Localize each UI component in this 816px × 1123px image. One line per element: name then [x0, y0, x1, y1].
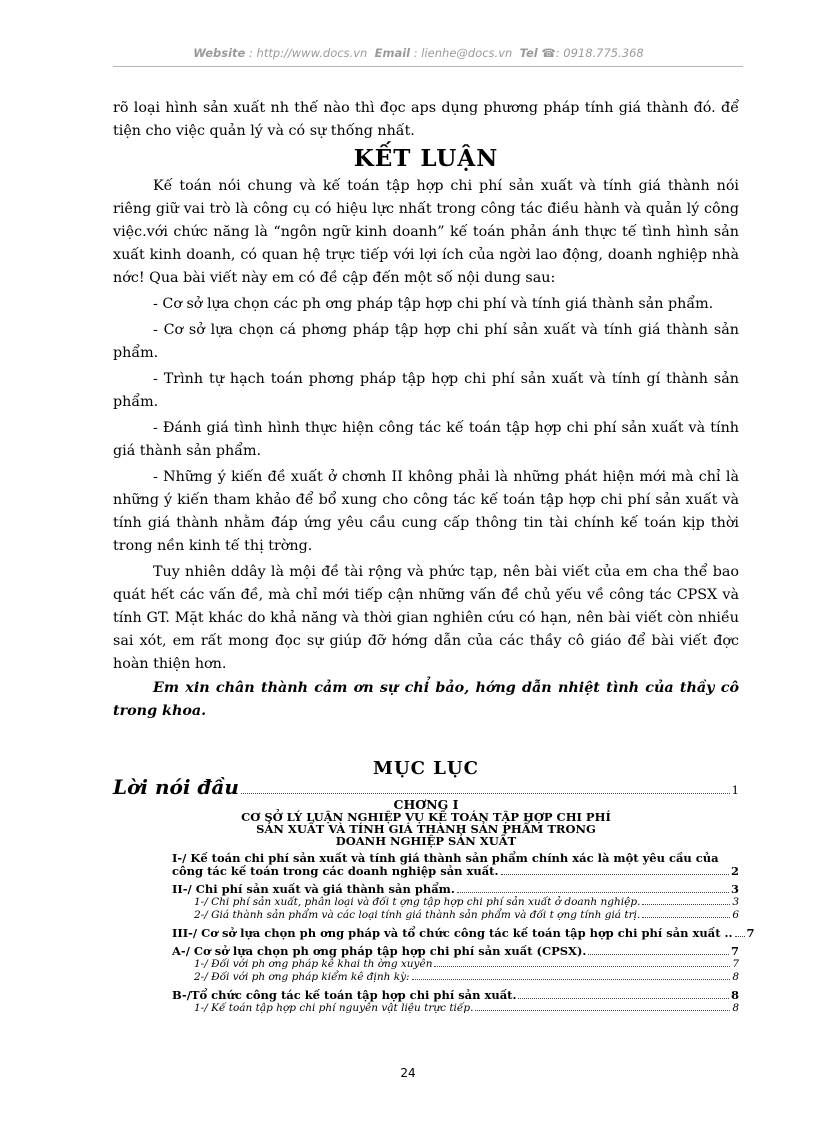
toc-entry-label: 1-/ Kế toán tập hợp chi phí nguyên vật liệu trực tiếp. [194, 1002, 474, 1014]
toc-entry-page: 7 [746, 926, 755, 940]
tel-label: Tel [519, 46, 538, 60]
leader-dots [241, 793, 730, 794]
chapter-heading [113, 799, 739, 847]
toc-entry-page: 3 [732, 896, 739, 908]
toc-title: MỤC LỤC [373, 758, 479, 779]
toc-entry-page: 2 [730, 864, 739, 878]
section-title: KẾT LUẬN [353, 145, 499, 172]
tel-value: : 0918.775.368 [555, 46, 644, 60]
toc-entry-label: B-/Tổ chức công tác kế toán tập hợp chi phí sản xuất. [172, 988, 517, 1002]
toc-entry-page: 1 [731, 783, 739, 797]
chapter-number: CHƠNG I [393, 797, 459, 812]
chapter-title-line: DOANH NGHIỆP SẢN XUẤT [335, 834, 517, 848]
chapter-title-line: CƠ SỞ LÝ LUẬN NGHIỆP VỤ KẾ TOÁN TẬP HỢP CHI PHÍ [241, 810, 611, 824]
bullet-item: - Cơ sở lựa chọn cá phơng pháp tập hợp chi phí sản xuất và tính giá thành sản phẩm. [113, 322, 739, 361]
conclusion-paragraph-1: Kế toán nói chung và kế toán tập hợp chi phí sản xuất và tính giá thành nói riêng giữ vai trò là công cụ có hiệu lực nhất trong công tác điều hành và quản lý công việc.với chức năng là “ngôn ngữ kinh doanh” kế toán phản ánh thực tế tình hình sản xuất kinh doanh, có quan hệ trực tiếp với lợi ích của ngời lao động, doanh nghiệp nhà nớc! Qua bài viết này em có đề cập đến một số nội dung sau: [113, 178, 739, 286]
bullet-item: - Trình tự hạch toán phơng pháp tập hợp chi phí sản xuất và tính gí thành sản phẩm. [113, 371, 739, 410]
toc-entry-label: III-/ Cơ sở lựa chọn ph ơng pháp và tổ chức công tác kế toán tập hợp chi phí sản xuất .. [172, 926, 733, 940]
toc-entry-page: 7 [730, 944, 739, 958]
toc-entry-page: 7 [732, 958, 739, 970]
website-value: : http://www.docs.vn [249, 46, 368, 60]
toc-entry-label: 2-/ Đối với ph ơng pháp kiểm kê định kỳ: [194, 971, 410, 983]
leader-dots [475, 1010, 730, 1011]
leader-dots [642, 917, 730, 918]
toc-entry-label: 2-/ Giá thành sản phẩm và các loại tính giá thành sản phẩm và đối t ợng tính giá trị. [194, 909, 641, 921]
toc-entry-page: 8 [732, 971, 739, 983]
toc-entry-page: 3 [730, 882, 739, 896]
intro-paragraph: rõ loại hình sản xuất nh thế nào thì đọc aps dụng phương pháp tính giá thành đó. để tiện cho việc quản lý và có sự thống nhất. [113, 100, 739, 139]
toc-entry-label: công tác kế toán trong các doanh nghiệp sản xuất. [172, 864, 499, 878]
toc-entry[interactable] [113, 989, 739, 1002]
toc-entry[interactable] [113, 852, 739, 878]
toc-entry[interactable] [113, 775, 739, 799]
chapter-title-line: SẢN XUẤT VÀ TÍNH GIÁ THÀNH SẢN PHẨM TRONG [256, 822, 596, 836]
page-header [96, 46, 741, 60]
closing-thanks: Em xin chân thành cảm ơn sự chỉ bảo, hớng dẫn nhiệt tình của thầy cô trong khoa. [113, 680, 739, 719]
toc-entry-label: 1-/ Chi phí sản xuất, phân loại và đối t ợng tập hợp chi phí sản xuất ở doanh nghiệp. [194, 896, 641, 908]
toc-entry-label: Lời nói đầu [113, 775, 239, 799]
toc-entry-page: 8 [730, 988, 739, 1002]
toc-entry-page: 6 [732, 909, 739, 921]
phone-icon: ☎ [541, 46, 556, 60]
toc-entry[interactable] [113, 945, 739, 958]
email-value: : lienhe@docs.vn [413, 46, 513, 60]
leader-dots [588, 954, 729, 955]
leader-dots [434, 966, 730, 967]
leader-dots [501, 874, 729, 875]
leader-dots [412, 979, 731, 980]
toc-entry-page: 8 [732, 1002, 739, 1014]
conclusion-paragraph-2: Tuy nhiên ddây là mội đề tài rộng và phức tạp, nên bài viết của em cha thể bao quát hết các vấn đề, mà chỉ mới tiếp cận những vấn đề chủ yếu về công tác CPSX và tính GT. Mặt khác do khả năng và thời gian nghiên cứu có hạn, nên bài viết còn nhiều sai xót, em rất mong đọc sự giúp đỡ hớng dẫn của các thầy cô giáo để bài viết đợc hoàn thiện hơn. [113, 564, 739, 672]
toc-entry[interactable] [113, 971, 739, 984]
leader-dots [642, 904, 730, 905]
toc-entry[interactable] [113, 1002, 739, 1015]
page-content [113, 97, 755, 1015]
leader-dots [735, 936, 745, 937]
header-divider [113, 66, 743, 67]
toc-entry[interactable] [113, 926, 755, 940]
toc-entry[interactable] [113, 896, 739, 909]
page-number: 24 [400, 1066, 416, 1080]
bullet-item: - Những ý kiến đề xuất ở chơnh II không phải là những phát hiện mới mà chỉ là những ý kiến tham khảo để bổ xung cho công tác kế toán tập hợp chi phí sản xuất và tính giá thành nhằm đáp ứng yêu cầu cung cấp thông tin tài chính kế toán kịp thời trong nền kinh tế thị trờng. [113, 469, 739, 554]
leader-dots [518, 998, 729, 999]
email-label: Email [374, 46, 411, 60]
bullet-item: - Đánh giá tình hình thực hiện công tác kế toán tập hợp chi phí sản xuất và tính giá thành sản phẩm. [113, 420, 739, 459]
toc-entry[interactable] [113, 883, 739, 896]
toc-entry-label: I-/ Kế toán chi phí sản xuất và tính giá thành sản phẩm chính xác là một yêu cầu của [172, 851, 719, 865]
website-label: Website [193, 46, 246, 60]
toc-entry[interactable] [113, 909, 739, 922]
leader-dots [457, 892, 729, 893]
toc-entry[interactable] [113, 958, 739, 971]
table-of-contents [113, 775, 755, 1015]
toc-entry-label: A-/ Cơ sở lựa chọn ph ơng pháp tập hợp chi phí sản xuất (CPSX). [172, 944, 587, 958]
toc-entry-label: II-/ Chi phí sản xuất và giá thành sản phẩm. [172, 882, 455, 896]
bullet-item: - Cơ sở lựa chọn các ph ơng pháp tập hợp chi phí và tính giá thành sản phẩm. [153, 296, 714, 312]
toc-entry-label: 1-/ Đối với ph ơng pháp kê khai th ờng xuyên [194, 958, 433, 970]
